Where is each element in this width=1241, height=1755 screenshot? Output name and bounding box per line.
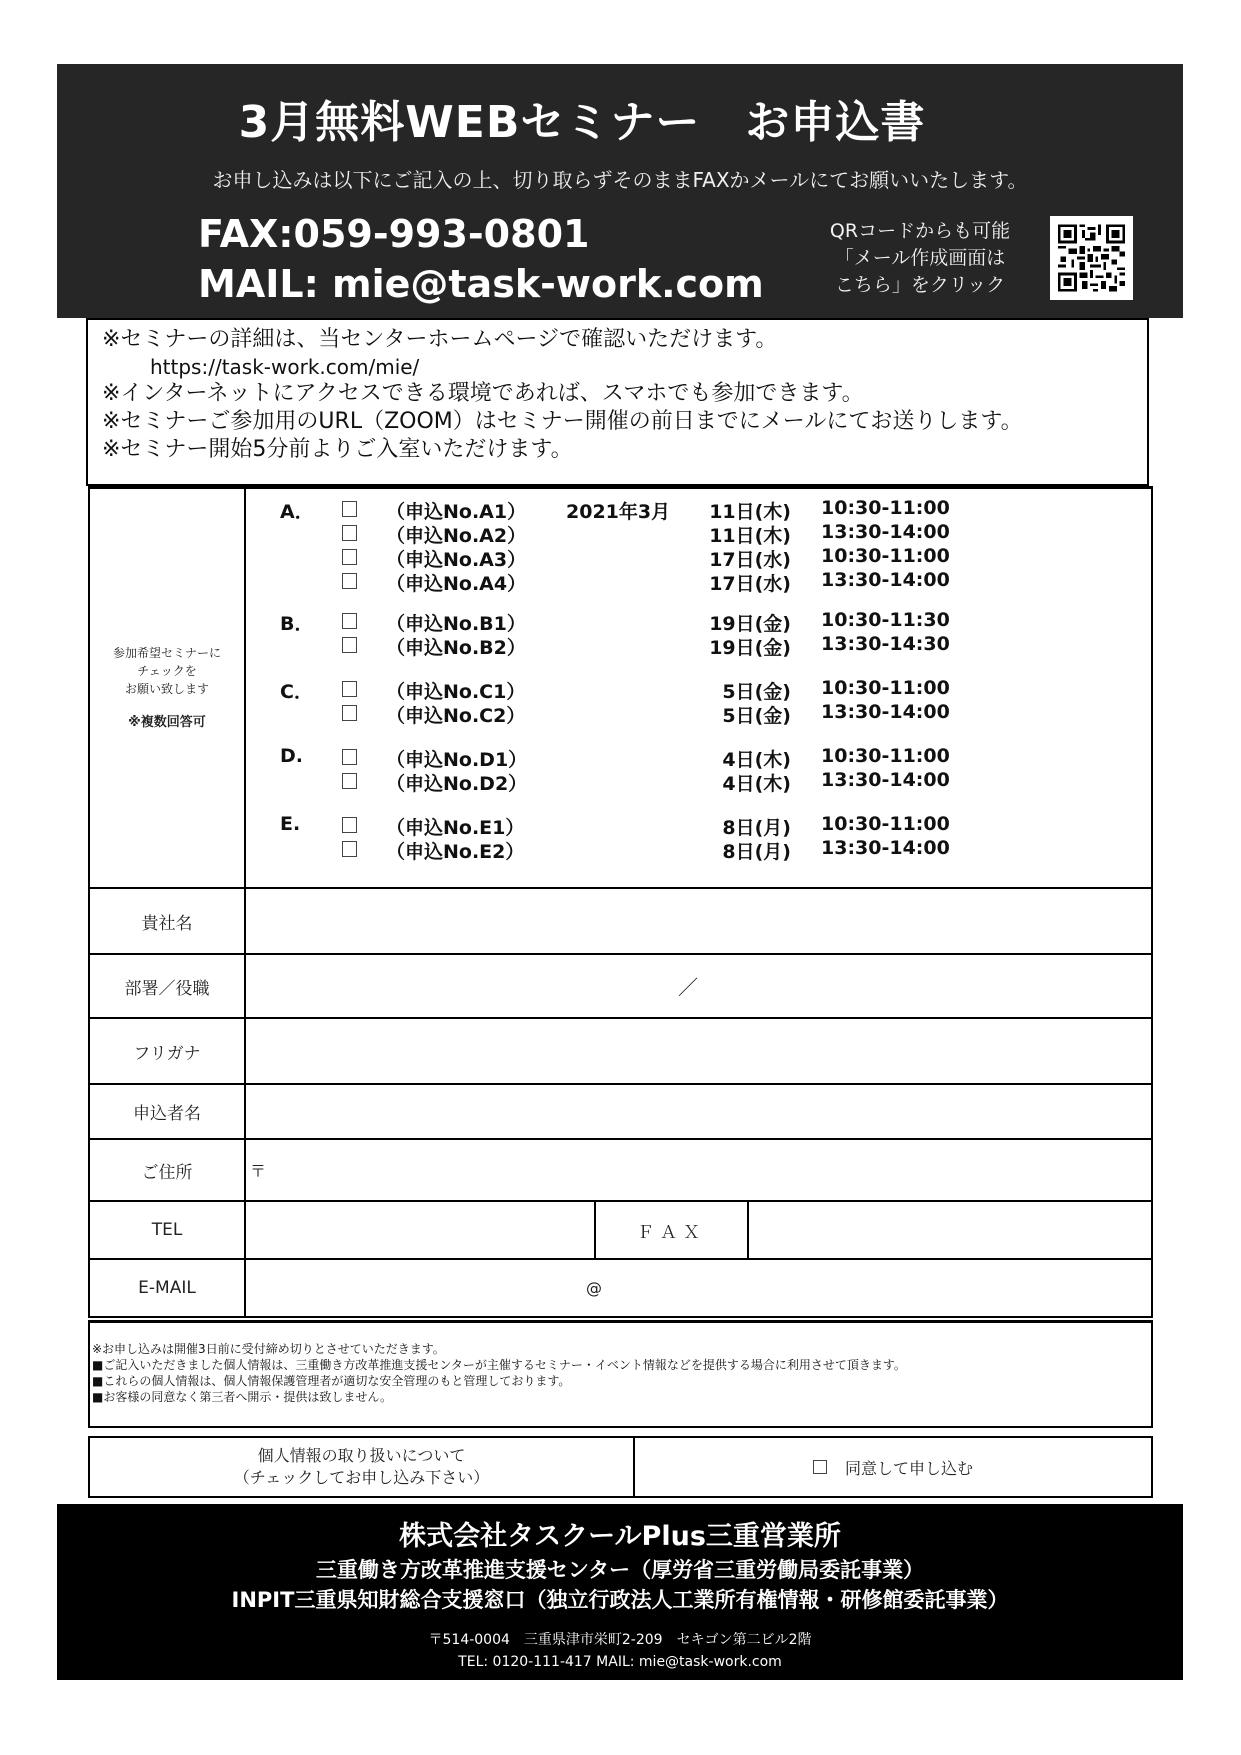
- seminar-day: 11日(木): [709, 525, 791, 547]
- tel-fax-row: [90, 1200, 1151, 1258]
- seminar-code: （申込No.E2）: [386, 841, 525, 863]
- qr-code-icon[interactable]: [1050, 216, 1133, 300]
- seminar-checkbox[interactable]: [342, 681, 357, 697]
- email-at-separator: @: [586, 1278, 602, 1298]
- footer-contact: TEL: 0120-111-417 MAIL: mie@task-work.com: [458, 1654, 782, 1670]
- seminar-day: 4日(木): [722, 773, 791, 795]
- address-input[interactable]: [246, 1140, 1151, 1200]
- seminar-option: [246, 813, 1046, 837]
- consent-checkbox[interactable]: [635, 1438, 1151, 1496]
- seminar-day: 8日(月): [722, 817, 791, 839]
- email-label: E-MAIL: [90, 1260, 246, 1316]
- seminar-checkbox[interactable]: [342, 841, 357, 857]
- seminar-option: [246, 609, 1046, 633]
- consent-label-line: （チェックしてお申し込み下さい）: [233, 1468, 490, 1487]
- department-row: [90, 953, 1151, 1017]
- header-fax-number: FAX:059-993-0801: [198, 212, 590, 256]
- footer-company: 株式会社タスクールPlus三重営業所: [399, 1521, 841, 1552]
- address-row: [90, 1138, 1151, 1200]
- seminar-checkbox[interactable]: [342, 773, 357, 789]
- seminar-time: 10:30-11:00: [821, 497, 950, 519]
- seminar-code: （申込No.D1）: [386, 749, 528, 771]
- seminar-checkbox[interactable]: [342, 573, 357, 589]
- postal-mark: 〒: [250, 1161, 267, 1181]
- seminar-label-line: チェックを: [137, 664, 197, 678]
- seminar-day: 11日(木): [709, 501, 791, 523]
- seminar-group-letter: E.: [280, 813, 301, 835]
- seminar-group-letter: D.: [280, 745, 303, 767]
- consent-label: [90, 1438, 635, 1496]
- seminar-option: [246, 837, 1046, 861]
- tel-label: TEL: [90, 1202, 246, 1258]
- qr-note: [800, 218, 1040, 299]
- seminar-list: [246, 489, 1151, 887]
- header-banner: [57, 64, 1183, 318]
- seminar-code: （申込No.A2）: [386, 525, 527, 547]
- seminar-day: 8日(月): [722, 841, 791, 863]
- seminar-checkbox[interactable]: [342, 525, 357, 541]
- seminar-checkbox[interactable]: [342, 501, 357, 517]
- seminar-day: 5日(金): [722, 705, 791, 727]
- department-separator: ／: [678, 975, 698, 1000]
- seminar-time: 13:30-14:00: [821, 521, 950, 543]
- note-line: ■これらの個人情報は、個人情報保護管理者が適切な安全管理のもと管理しております。: [92, 1374, 571, 1388]
- seminar-checkbox[interactable]: [342, 613, 357, 629]
- notice-url-link[interactable]: https://task-work.com/mie/: [150, 355, 420, 379]
- seminar-time: 13:30-14:30: [821, 633, 950, 655]
- seminar-group-letter: C．: [280, 681, 313, 703]
- consent-label-line: 個人情報の取り扱いについて: [257, 1446, 466, 1465]
- seminar-time: 10:30-11:00: [821, 545, 950, 567]
- qr-note-line: QRコードからも可能: [829, 220, 1011, 242]
- department-title-input[interactable]: [246, 955, 1151, 1017]
- furigana-label: フリガナ: [90, 1019, 246, 1083]
- multiple-answers-note: ※複数回答可: [128, 715, 206, 730]
- seminar-day: 5日(金): [722, 681, 791, 703]
- note-line: ※お申し込みは開催3日前に受付締め切りとさせていただきます。: [92, 1342, 445, 1356]
- application-form: [88, 486, 1153, 1318]
- tel-input[interactable]: [246, 1202, 594, 1258]
- seminar-code: （申込No.C1）: [386, 681, 526, 703]
- email-input[interactable]: [246, 1260, 1151, 1316]
- seminar-time: 10:30-11:30: [821, 609, 950, 631]
- seminar-code: （申込No.A4）: [386, 573, 527, 595]
- seminar-day: 17日(水): [709, 573, 791, 595]
- notice-line: ※セミナーの詳細は、当センターホームページで確認いただけます。: [102, 327, 778, 352]
- privacy-notes: [88, 1320, 1153, 1428]
- seminar-option: [246, 745, 1046, 769]
- seminar-code: （申込No.C2）: [386, 705, 526, 727]
- seminar-option: [246, 497, 1046, 521]
- notice-line: ※インターネットにアクセスできる環境であれば、スマホでも参加できます。: [102, 381, 864, 406]
- applicant-name-row: [90, 1083, 1151, 1138]
- company-name-input[interactable]: [246, 889, 1151, 953]
- qr-note-line: 「メール作成画面は: [834, 247, 1006, 269]
- company-row: [90, 887, 1151, 953]
- seminar-time: 13:30-14:00: [821, 837, 950, 859]
- seminar-selection-row: [90, 489, 1151, 887]
- footer-banner: [57, 1504, 1183, 1680]
- seminar-checkbox[interactable]: [342, 637, 357, 653]
- furigana-input[interactable]: [246, 1019, 1151, 1083]
- seminar-time: 13:30-14:00: [821, 769, 950, 791]
- seminar-group-letter: B．: [280, 613, 314, 635]
- seminar-time: 13:30-14:00: [821, 569, 950, 591]
- notice-line: ※セミナー開始5分前よりご入室いただけます。: [102, 437, 573, 462]
- seminar-checkbox[interactable]: [342, 549, 357, 565]
- seminar-code: （申込No.E1）: [386, 817, 525, 839]
- fax-input[interactable]: [749, 1202, 1151, 1258]
- seminar-checkbox[interactable]: [342, 817, 357, 833]
- seminar-label-line: お願い致します: [124, 682, 209, 696]
- furigana-row: [90, 1017, 1151, 1083]
- seminar-code: （申込No.D2）: [386, 773, 528, 795]
- seminar-day: 17日(水): [709, 549, 791, 571]
- seminar-time: 10:30-11:00: [821, 745, 950, 767]
- seminar-year-month: 2021年3月: [566, 501, 671, 523]
- notice-box: [86, 318, 1149, 486]
- fax-label: ＦＡＸ: [594, 1202, 749, 1258]
- applicant-name-input[interactable]: [246, 1085, 1151, 1138]
- footer-org-line: INPIT三重県知財総合支援窓口（独立行政法人工業所有権情報・研修館委託事業）: [231, 1588, 1009, 1612]
- note-line: ■お客様の同意なく第三者へ開示・提供は致しません。: [92, 1390, 393, 1404]
- consent-row: [88, 1436, 1153, 1498]
- seminar-label-line: 参加希望セミナーに: [112, 646, 221, 660]
- applicant-name-label: 申込者名: [90, 1085, 246, 1138]
- footer-org-line: 三重働き方改革推進支援センター（厚労省三重労働局委託事業）: [315, 1558, 925, 1582]
- seminar-day: 19日(金): [709, 637, 791, 659]
- seminar-code: （申込No.A3）: [386, 549, 527, 571]
- page-title-text: 3月無料WEBセミナー お申込書: [238, 97, 926, 148]
- checkbox-icon[interactable]: [813, 1460, 827, 1474]
- seminar-day: 19日(金): [709, 613, 791, 635]
- seminar-day: 4日(木): [722, 749, 791, 771]
- header-subtitle: お申し込みは以下にご記入の上、切り取らずそのままFAXかメールにてお願いいたします。: [212, 168, 1028, 192]
- seminar-selection-label: [90, 489, 246, 887]
- seminar-time: 13:30-14:00: [821, 701, 950, 723]
- seminar-option: [246, 521, 1046, 545]
- seminar-time: 10:30-11:00: [821, 813, 950, 835]
- seminar-option: [246, 677, 1046, 701]
- page-title: [57, 86, 1183, 150]
- seminar-checkbox[interactable]: [342, 749, 357, 765]
- footer-address: 〒514-0004 三重県津市栄町2-209 セキゴン第二ビル2階: [428, 1632, 812, 1648]
- header-mail-address[interactable]: MAIL: mie@task-work.com: [198, 262, 764, 306]
- seminar-code: （申込No.B2）: [386, 637, 526, 659]
- seminar-checkbox[interactable]: [342, 705, 357, 721]
- qr-note-line: こちら」をクリック: [834, 274, 1006, 296]
- seminar-code: （申込No.B1）: [386, 613, 526, 635]
- address-label: ご住所: [90, 1140, 246, 1200]
- seminar-group-letter: A．: [280, 501, 314, 523]
- note-line: ■ご記入いただきました個人情報は、三重働き方改革推進支援センターが主催するセミナー・イベント情報などを提供する場合に利用させて頂きます。: [92, 1358, 906, 1372]
- seminar-option: [246, 769, 1046, 793]
- notice-line: ※セミナーご参加用のURL（ZOOM）はセミナー開催の前日までにメールにてお送りします。: [102, 409, 1023, 434]
- consent-checkbox-label: 同意して申し込む: [844, 1458, 973, 1478]
- seminar-option: [246, 701, 1046, 725]
- seminar-option: [246, 569, 1046, 593]
- email-row: [90, 1258, 1151, 1316]
- seminar-option: [246, 545, 1046, 569]
- department-label: 部署／役職: [90, 955, 246, 1017]
- company-label: 貴社名: [90, 889, 246, 953]
- seminar-time: 10:30-11:00: [821, 677, 950, 699]
- seminar-code: （申込No.A1）: [386, 501, 527, 523]
- seminar-option: [246, 633, 1046, 657]
